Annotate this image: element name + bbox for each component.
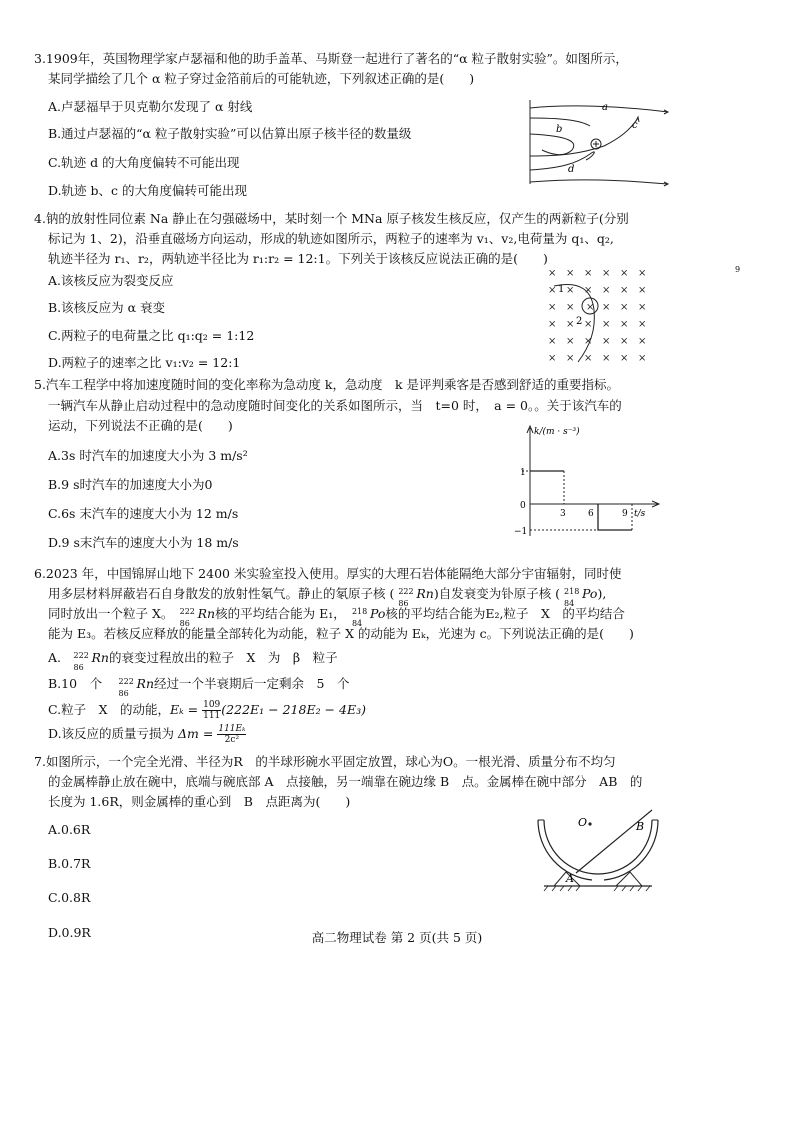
q6-stem-line2: 用多层材料屏蔽岩石自身散发的放射性氡气。静止的氡原子核 ( 222 86 Rn)自发衰变为钋原子核 ( 218 84 Po), bbox=[48, 586, 607, 608]
field-cross-mark: × bbox=[620, 268, 629, 279]
q5-option-a: A.3s 时汽车的加速度大小为 3 m/s² bbox=[48, 448, 248, 463]
q7-stem-line2: 的金属棒静止放在碗中，底端与碗底部 A 点接触，另一端靠在碗边缘 B 点。金属棒在碗中部分 AB 的 bbox=[48, 774, 643, 789]
field-cross-mark: × bbox=[602, 336, 611, 347]
field-cross-mark: × bbox=[638, 302, 647, 313]
field-cross-mark: × bbox=[602, 285, 611, 296]
tick-t6: 6 bbox=[588, 509, 594, 519]
label-d: d bbox=[568, 164, 575, 175]
q6-option-b: B.10 个 222 86 Rn经过一个半衰期后一定剩余 5 个 bbox=[48, 676, 350, 698]
field-cross-mark: × bbox=[566, 319, 575, 330]
q6-option-a: A. 222 86 Rn的衰变过程放出的粒子 X 为 β 粒子 bbox=[48, 650, 338, 672]
po-symbol: Po bbox=[582, 586, 598, 601]
field-cross-mark: × bbox=[566, 268, 575, 279]
field-cross-mark: × bbox=[638, 268, 647, 279]
margin-mark: 9 bbox=[735, 265, 741, 274]
q7-option-b: B.0.7R bbox=[48, 856, 91, 871]
rn-symbol: Rn bbox=[416, 586, 434, 601]
field-cross-mark: × bbox=[566, 353, 575, 364]
tick-t3: 3 bbox=[560, 509, 566, 519]
q3-option-c: C.轨迹 d 的大角度偏转不可能出现 bbox=[48, 155, 240, 170]
q6-option-d: D.该反应的质量亏损为 Δm = $\frac{\text{111Eₖ}}{\text{2c²}}$ bbox=[48, 724, 246, 745]
x-axis-label: t/s bbox=[634, 509, 646, 519]
field-cross-mark: × bbox=[584, 319, 593, 330]
y-axis-label: k/(m · s⁻³) bbox=[534, 427, 580, 437]
field-cross-mark: × bbox=[638, 319, 647, 330]
field-cross-mark: × bbox=[620, 336, 629, 347]
q3-stem-line1: 3.1909年，英国物理学家卢瑟福和他的助手盖革、马斯登一起进行了著名的“α 粒子散射实验”。如图所示， bbox=[34, 51, 628, 66]
q4-stem-line3: 轨迹半径为 r₁、r₂，两轨迹半径比为 r₁:r₂ = 12:1。下列关于该核反应说法正确的是( ) bbox=[48, 251, 548, 266]
q6-stem-line4: 能为 E₃。若核反应释放的能量全部转化为动能，粒子 X 的动能为 Eₖ，光速为 c。下列说法正确的是( ) bbox=[48, 626, 634, 641]
field-cross-mark: × bbox=[548, 285, 557, 296]
field-cross-mark: × bbox=[620, 319, 629, 330]
particle-1-label: 1 bbox=[558, 284, 565, 295]
field-cross-mark: × bbox=[620, 302, 629, 313]
field-cross-mark: × bbox=[638, 285, 647, 296]
field-cross-mark: × bbox=[548, 319, 557, 330]
q5-stem-line1: 5.汽车工程学中将加速度随时间的变化率称为急动度 k，急动度 k 是评判乘客是否感到舒适的重要指标。 bbox=[34, 377, 620, 392]
tick-y0: 0 bbox=[520, 501, 526, 511]
field-cross-mark: × bbox=[638, 336, 647, 347]
q4-option-b: B.该核反应为 α 衰变 bbox=[48, 300, 166, 315]
field-cross-mark: × bbox=[602, 302, 611, 313]
q4-option-c: C.两粒子的电荷量之比 q₁:q₂ = 1:12 bbox=[48, 328, 255, 343]
q6-stem-line1: 6.2023 年，中国锦屏山地下 2400 米实验室投入使用。厚实的大理石岩体能隔绝大部分宇宙辐射，同时使 bbox=[34, 566, 622, 581]
label-a: a bbox=[602, 102, 608, 113]
field-cross-mark: × bbox=[548, 336, 557, 347]
field-cross-mark: × bbox=[566, 336, 575, 347]
q5-stem-line3: 运动，下列说法不正确的是( ) bbox=[48, 418, 233, 433]
field-cross-mark: × bbox=[602, 353, 611, 364]
q7-option-d: D.0.9R bbox=[48, 925, 91, 940]
label-b: B bbox=[636, 820, 645, 833]
q4-stem-line1: 4.钠的放射性同位素 Na 静止在匀强磁场中，某时刻一个 MNa 原子核发生核反应，仅产生的两新粒子(分别 bbox=[34, 211, 629, 226]
field-cross-mark: × bbox=[602, 268, 611, 279]
page-footer: 高二物理试卷 第 2 页(共 5 页) bbox=[311, 930, 483, 945]
label-a: A bbox=[566, 872, 574, 885]
field-cross-mark: × bbox=[638, 353, 647, 364]
q6-option-c: C.粒子 X 的动能，Eₖ = $\frac{109}{111}$ (222E₁ − 218E₂ − 4E₃) bbox=[48, 700, 366, 721]
q3-option-a: A.卢瑟福早于贝克勒尔发现了 α 射线 bbox=[48, 99, 253, 114]
q5-option-d: D.9 s末汽车的速度大小为 18 m/s bbox=[48, 535, 239, 550]
field-cross-mark: × bbox=[620, 353, 629, 364]
q4-stem-line2: 标记为 1、2)，沿垂直磁场方向运动，形成的轨迹如图所示，两粒子的速率为 v₁、v₂,电荷量为 q₁、q₂, bbox=[48, 231, 614, 246]
field-cross-mark: × bbox=[584, 285, 593, 296]
q4-option-d: D.两粒子的速率之比 v₁:v₂ = 12:1 bbox=[48, 355, 241, 370]
hemisphere-bowl-figure bbox=[536, 800, 660, 892]
q7-stem-line1: 7.如图所示，一个完全光滑、半径为R 的半球形碗水平固定放置，球心为O。一根光滑、质量分布不均匀 bbox=[34, 754, 616, 769]
track-a bbox=[530, 106, 668, 112]
field-cross-mark: × bbox=[548, 268, 557, 279]
label-b: b bbox=[556, 124, 563, 135]
jerk-time-graph bbox=[508, 424, 664, 542]
field-cross-mark: × bbox=[548, 302, 557, 313]
q3-stem-line2: 某同学描绘了几个 α 粒子穿过金箔前后的可能轨迹，下列叙述正确的是( ) bbox=[48, 71, 475, 86]
tick-t9: 9 bbox=[622, 509, 628, 519]
field-cross-mark: × bbox=[548, 353, 557, 364]
magnetic-field-figure bbox=[542, 266, 654, 364]
q7-option-c: C.0.8R bbox=[48, 890, 91, 905]
q3-option-b: B.通过卢瑟福的“α 粒子散射实验”可以估算出原子核半径的数量级 bbox=[48, 126, 412, 141]
field-cross-mark: × bbox=[602, 319, 611, 330]
field-cross-mark: × bbox=[566, 302, 575, 313]
alpha-scattering-figure bbox=[520, 96, 672, 192]
field-cross-mark: × bbox=[620, 285, 629, 296]
q5-option-c: C.6s 末汽车的速度大小为 12 m/s bbox=[48, 506, 239, 521]
tick-y1: 1 bbox=[520, 468, 526, 478]
q7-stem-line3: 长度为 1.6R，则金属棒的重心到 B 点距离为( ) bbox=[48, 794, 351, 809]
q6-stem-line3: 同时放出一个粒子 X。 222 86 Rn核的平均结合能为 E₁， 218 84 Po核的平均结合能为E₂,粒子 X 的平均结合 bbox=[48, 606, 625, 628]
label-c: c bbox=[632, 120, 638, 131]
q5-option-b: B.9 s时汽车的加速度大小为0 bbox=[48, 477, 213, 492]
tick-yneg: −1 bbox=[514, 527, 528, 537]
field-cross-mark: × bbox=[584, 268, 593, 279]
field-cross-mark: × bbox=[584, 336, 593, 347]
q7-option-a: A.0.6R bbox=[48, 822, 91, 837]
q3-option-d: D.轨迹 b、c 的大角度偏转可能出现 bbox=[48, 183, 247, 198]
center-dot bbox=[588, 822, 591, 825]
field-cross-mark: × bbox=[584, 353, 593, 364]
q5-stem-line2: 一辆汽车从静止启动过程中的急动度随时间变化的关系如图所示，当 t=0 时， a = 0。。关于该汽车的 bbox=[48, 398, 622, 413]
label-o: O bbox=[578, 816, 588, 829]
field-cross-mark: × bbox=[586, 302, 595, 313]
q4-option-a: A.该核反应为裂变反应 bbox=[48, 273, 174, 288]
particle-2-label: 2 bbox=[576, 316, 583, 327]
track-b bbox=[530, 134, 574, 155]
field-cross-mark: × bbox=[566, 285, 575, 296]
